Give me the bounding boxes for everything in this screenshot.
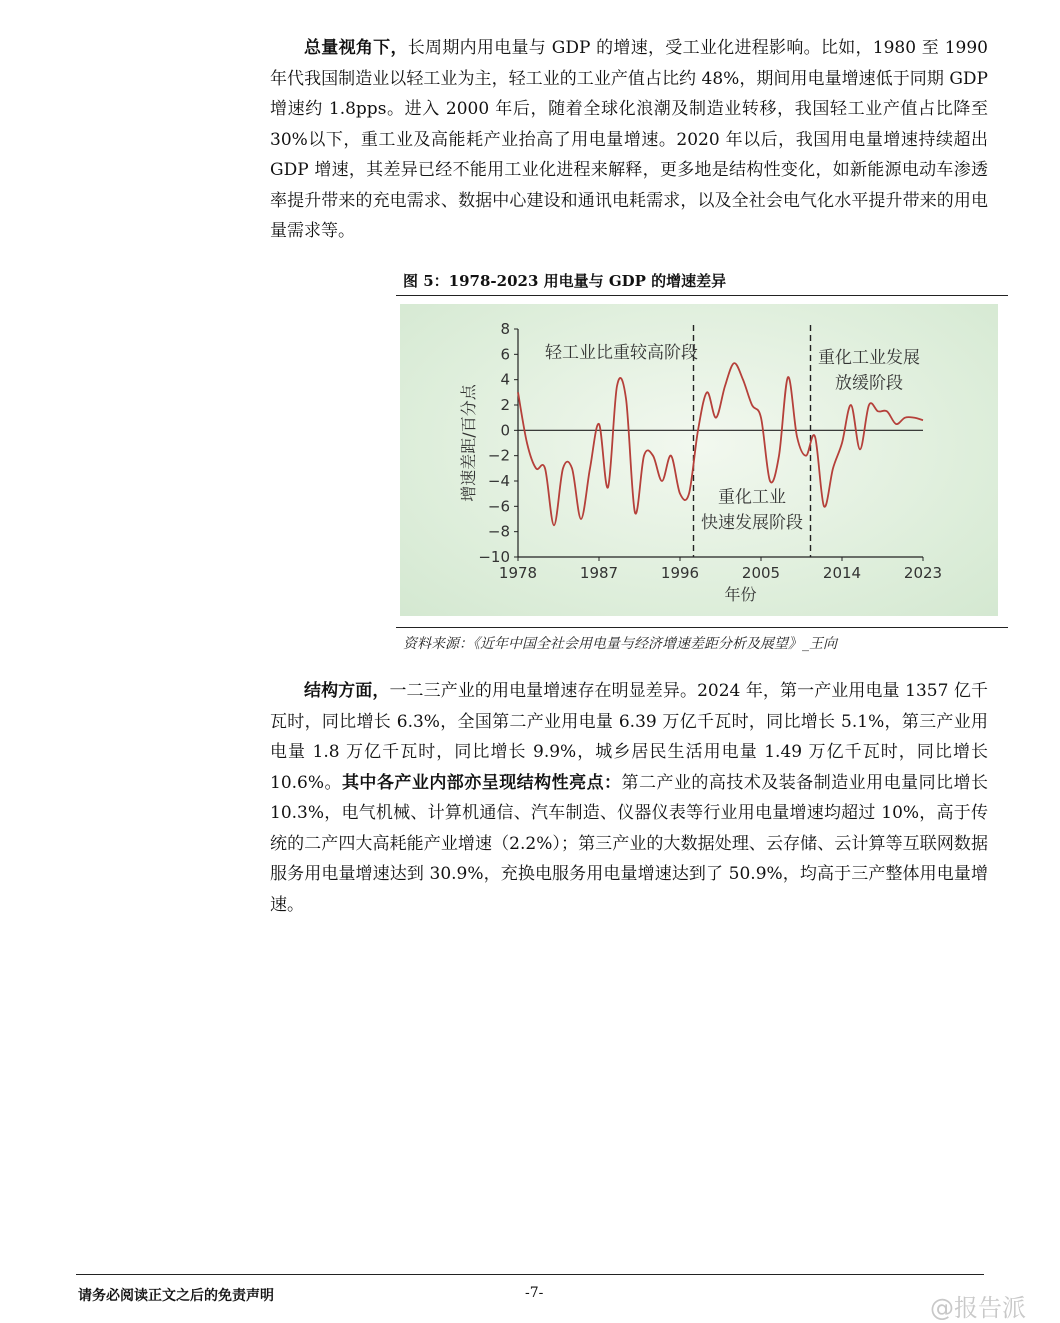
paragraph-structure	[270, 676, 988, 920]
watermark-logo: @报告派	[930, 1294, 1026, 1322]
y-tick-label: −8	[487, 522, 510, 541]
x-tick-label: 1996	[660, 564, 700, 582]
figure-bottom-rule	[396, 627, 1008, 628]
paragraph-text: 一二三产业的用电量增速存在明显差异。2024 年，第一产业用电量 1357 亿千瓦时，同比增长 6.3%，全国第二产业用电量 6.39 万亿千瓦时，同比增长 5.1%，第三产业用电量 1.8 万亿千瓦时，同比增长 9.9%，城乡居民生活用电量 1.49 万亿千瓦时，同比增长 10.6%。	[270, 681, 988, 793]
y-tick-label: −10	[478, 548, 510, 566]
paragraph-total-view	[270, 33, 988, 247]
phase2-label: 重化工业	[718, 487, 786, 508]
phase2-label: 快速发展阶段	[701, 512, 803, 533]
paragraph-highlight: 其中各产业内部亦呈现结构性亮点：	[341, 772, 622, 793]
y-tick-label: −2	[487, 446, 510, 465]
x-tick-label: 2023	[903, 564, 943, 582]
growth-gap-chart	[400, 304, 998, 616]
figure-title: 图 5：1978-2023 用电量与 GDP 的增速差异	[403, 272, 727, 290]
paragraph-text-2: 第二产业的高技术及装备制造业用电量同比增长 10.3%，电气机械、计算机通信、汽车制造、仪器仪表等行业用电量增速均超过 10%，高于传统的二产四大高耗能产业增速（2.2%）；第三产业的大数据处理、云存储、云计算等互联网数据服务用电量增速达到 30.9%，充换电服务用电量增速达到了 50.9%，均高于三产整体用电量增速。	[270, 772, 988, 915]
x-tick-label: 2005	[741, 564, 781, 582]
figure-top-rule	[396, 295, 1008, 296]
figure-source: 资料来源：《近年中国全社会用电量与经济增速差距分析及展望》_王向	[403, 636, 837, 652]
x-tick-label: 2014	[822, 564, 862, 582]
chart-panel	[400, 304, 998, 616]
paragraph-text: 长周期内用电量与 GDP 的增速，受工业化进程影响。比如，1980 至 1990 年代我国制造业以轻工业为主，轻工业的工业产值占比约 48%，期间用电量增速低于同期 GDP 增速约 1.8pps。进入 2000 年后，随着全球化浪潮及制造业转移，我国轻工业产值占比降至 30%以下，重工业及高能耗产业抬高了用电量增速。2020 年以后，我国用电量增速持续超出 GDP 增速，其差异已经不能用工业化进程来解释，更多地是结构性变化，如新能源电动车渗透率提升带来的充电需求、数据中心建设和通讯电耗需求，以及全社会电气化水平提升带来的用电量需求等。	[270, 38, 988, 241]
phase1-label: 轻工业比重较高阶段	[545, 343, 698, 364]
footer-rule	[76, 1274, 984, 1275]
x-axis-label: 年份	[724, 585, 757, 604]
phase3-label: 重化工业发展	[818, 348, 920, 369]
x-tick-label: 1987	[579, 564, 619, 582]
y-axis-label: 增速差距/百分点	[459, 384, 478, 502]
page-number: -7-	[525, 1285, 544, 1301]
y-tick-label: 8	[500, 320, 510, 338]
y-tick-label: −6	[487, 497, 510, 516]
y-tick-label: −4	[487, 472, 510, 490]
y-tick-label: 4	[500, 370, 510, 389]
y-tick-label: 6	[500, 345, 510, 364]
y-tick-label: 0	[500, 421, 510, 440]
x-tick-label: 1978	[498, 564, 538, 582]
paragraph-lead: 结构方面，	[304, 681, 390, 701]
phase3-label: 放缓阶段	[835, 373, 903, 394]
paragraph-lead: 总量视角下，	[304, 38, 408, 58]
y-tick-label: 2	[500, 396, 510, 414]
footer-disclaimer: 请务必阅读正文之后的免责声明	[78, 1288, 274, 1304]
